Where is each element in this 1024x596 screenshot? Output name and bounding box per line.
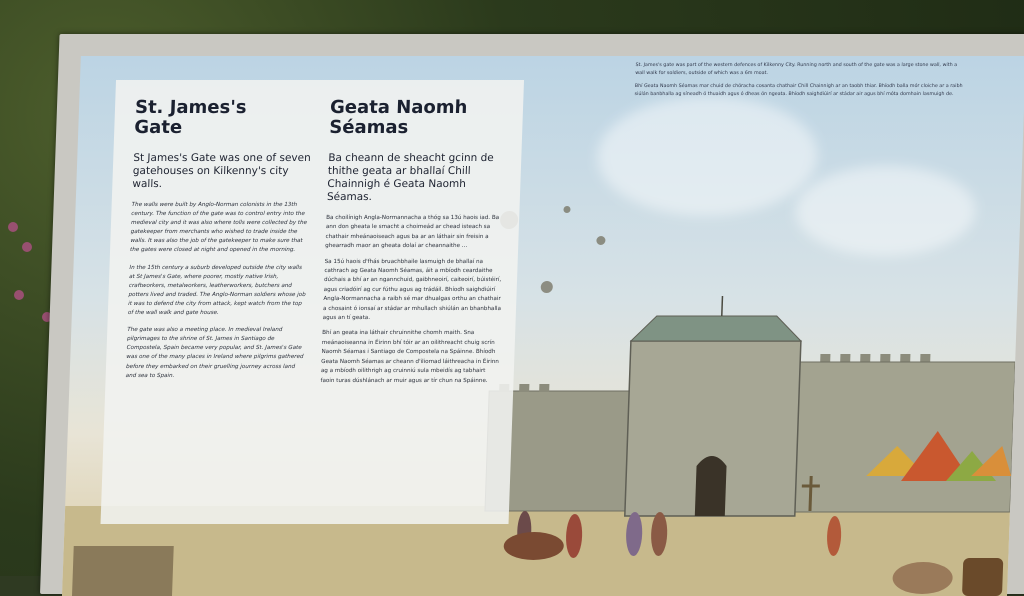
flower — [8, 222, 18, 232]
irish-column — [320, 98, 508, 386]
english-paragraph: The gate was also a meeting place. In medieval Ireland pilgrimages to the shrine of St. James in Santiago de Compostela, Spain became very popular, and St. James's Gate was one of the many places in Ireland where pilgrims gathered before they embarked on their gruelling journey across land and sea to Spain. — [125, 327, 304, 379]
english-column — [125, 98, 313, 389]
information-sign — [62, 56, 1024, 596]
irish-paragraph: Ba choilínigh Angla-Normannacha a thóg sa 13ú haois iad. Ba ann don gheata le smacht a choimeád ar chead isteach sa chathair mheánaoiseach agus ba ar an láthair sin freisin a ghearradh maor an gheata dolaí ar cheannaithe ... — [325, 215, 500, 250]
flower — [22, 242, 32, 252]
english-title: St. James's Gate — [133, 97, 247, 138]
english-paragraph: The walls were built by Anglo-Norman colonists in the 13th century. The function of the gate was to control entry into the medieval city and it was also where tolls were collected by the gatekeeper from merchants who wished to trade inside the walls. It was also the job of the gatekeeper to make sure that the gates were closed at night and opened in the morning. — [129, 202, 308, 254]
flagpole — [722, 296, 723, 316]
english-paragraph: In the 15th century a suburb developed outside the city walls at St James's Gate, where poorer, mostly native Irish, craftworkers, metalworkers, leatherworkers, butchers and potters lived and traded. The Anglo-Norman soldiers whose job it was to defend the city from attack, kept watch from the top of the wall walk and gate house. — [127, 264, 306, 317]
top-caption — [634, 62, 965, 104]
water-stain — [563, 206, 570, 213]
cloud — [595, 96, 819, 216]
gatehouse-roof — [631, 316, 802, 341]
barrel — [962, 558, 1003, 596]
cloud — [794, 166, 977, 256]
english-lead: St James's Gate was one of seven gatehouses on Kilkenny's city walls. — [132, 152, 311, 190]
flower — [14, 290, 24, 300]
irish-title: Geata Naomh Séamas — [328, 97, 468, 138]
irish-paragraph: Bhí an geata ina láthair chruinnithe chomh maith. Sna meánaoiseanna in Éirinn bhí tóir ar an oilithreacht chuig scrín Naomh Séamas i Santiago de Compostela na Spáinne. Bhíodh Geata Naomh Séamas ar cheann d'iliomad láithreacha in Éirinn ag a mbíodh oilithrigh ag cruinniú sula mbeidís ag tabhairt faoin turas dúshlánach ar muir agus ar tír chun na Spáinne. — [320, 330, 499, 384]
water-stain — [596, 236, 605, 245]
top-caption-english: St. James's gate was part of the western defences of Kilkenny City. Running north and south of the gate was a large stone wall, with a wall walk for soldiers, outside of which was a 6m moat. — [635, 63, 958, 76]
irish-body — [320, 214, 504, 386]
cross — [810, 476, 811, 511]
text-panel — [101, 80, 525, 524]
top-caption-irish: Bhí Geata Naomh Séamas mar chuid de chóracha cosanta chathair Chill Chainnigh ar an taobh thiar. Bhíodh balla mór cloiche ar a raibh siúlán banbhalla ag síneadh ó thuaidh agus ó dheas ón ngeata. Bhíodh saighdiúirí ar stádar air agus bhí móta domhain lasmuigh de. — [634, 84, 963, 97]
english-body — [126, 201, 310, 381]
cottage — [72, 546, 174, 596]
upper-wall-right — [785, 362, 1015, 512]
irish-lead: Ba cheann de sheacht gcinn de thithe geata ar bhallaí Chill Chainnigh é Geata Naomh Séamas. — [326, 152, 494, 203]
water-stain — [541, 281, 553, 293]
gate-archway — [695, 456, 727, 516]
irish-paragraph: Sa 15ú haois d'fhás bruachbhaile lasmuigh de bhallaí na cathrach ag Geata Naomh Séamas, áit a mbíodh ceardaithe dúchais a bhí ar an ngannchuid, gaibhneoirí, caiteoirí, búistéirí, agus criadóirí ag cur fúthu agus ag trádáil. Bhíodh saighdiúirí Angla-Normannacha a raibh sé mar dhualgas orthu an chathair a chosaint ó ionsaí ar stádar ar mhullach shiúlán an bhanbhalla agus an tí geata. — [322, 258, 502, 322]
